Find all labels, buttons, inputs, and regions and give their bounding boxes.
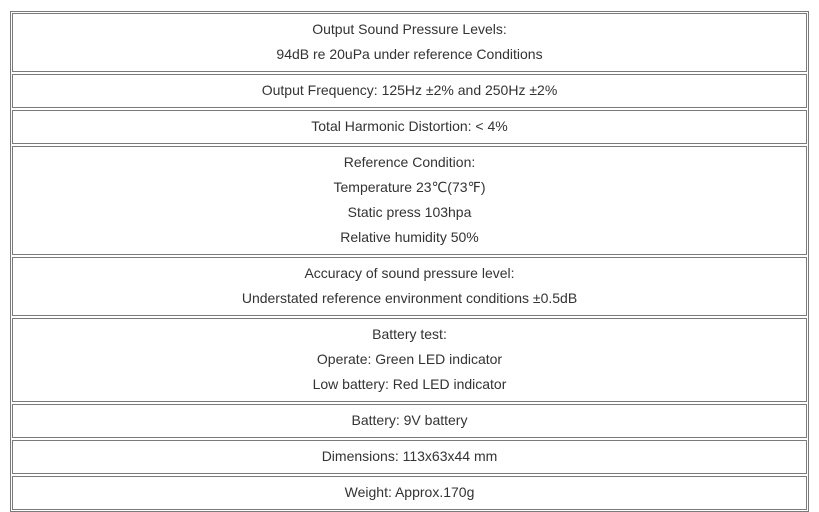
spec-line: Reference Condition: — [343, 154, 476, 170]
spec-line: Battery: 9V battery — [351, 412, 468, 428]
spec-line: 94dB re 20uPa under reference Conditions — [276, 46, 543, 62]
spec-row-battery — [12, 404, 807, 438]
spec-line: Battery test: — [372, 326, 447, 342]
spec-line: Operate: Green LED indicator — [316, 351, 503, 367]
spec-table — [10, 11, 809, 512]
spec-row-weight — [12, 476, 807, 510]
spec-line: Accuracy of sound pressure level: — [304, 265, 515, 281]
spec-row-output-sound-pressure — [12, 13, 807, 72]
spec-line: Static press 103hpa — [347, 204, 472, 220]
spec-row-battery-test — [12, 318, 807, 402]
spec-row-reference-condition — [12, 146, 807, 255]
spec-row-harmonic-distortion — [12, 110, 807, 144]
spec-row-accuracy — [12, 257, 807, 316]
spec-line: Output Sound Pressure Levels: — [312, 21, 507, 37]
spec-line: Weight: Approx.170g — [344, 484, 475, 500]
spec-row-dimensions — [12, 440, 807, 474]
spec-line: Relative humidity 50% — [340, 229, 479, 245]
spec-line: Output Frequency: 125Hz ±2% and 250Hz ±2% — [261, 82, 558, 98]
spec-line: Temperature 23℃(73℉) — [333, 179, 486, 195]
spec-line: Total Harmonic Distortion: < 4% — [311, 118, 508, 134]
spec-line: Understated reference environment conditions ±0.5dB — [241, 290, 578, 306]
spec-line: Low battery: Red LED indicator — [312, 376, 507, 392]
spec-line: Dimensions: 113x63x44 mm — [321, 448, 498, 464]
spec-row-output-frequency — [12, 74, 807, 108]
